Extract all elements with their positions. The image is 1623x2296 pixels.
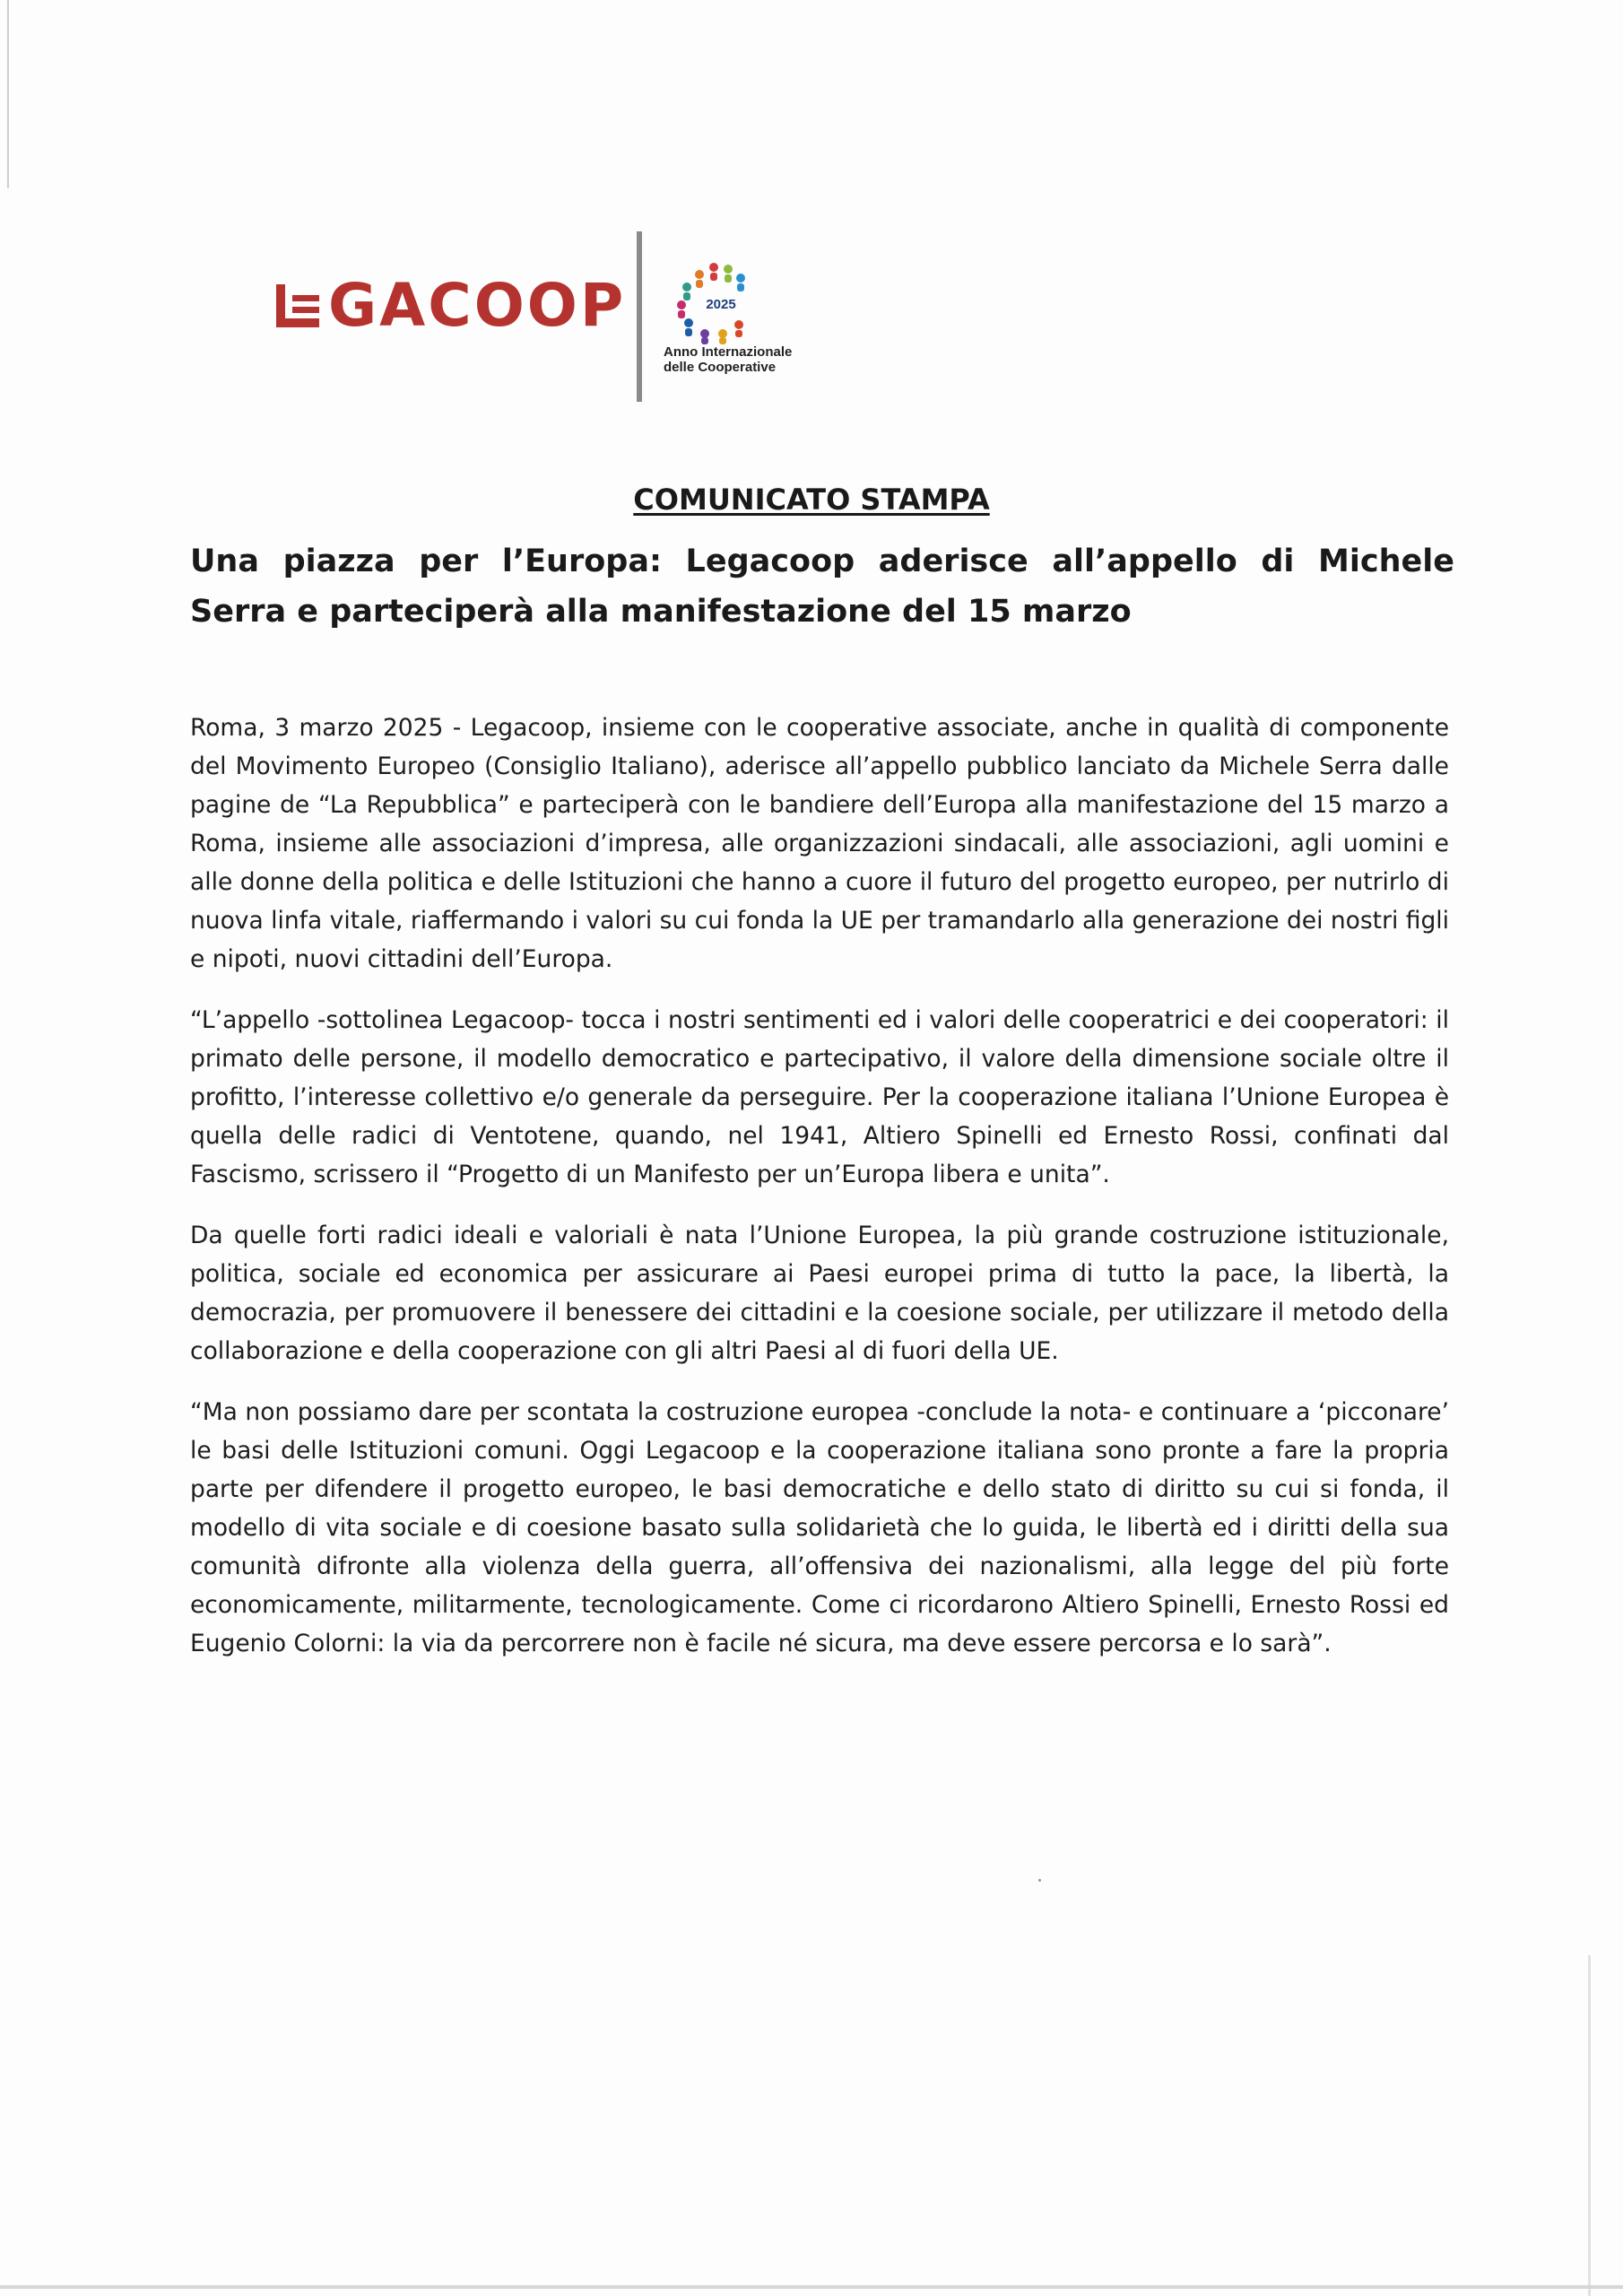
document-body: [190, 709, 1449, 1685]
iyc-2025-logo-icon: [667, 257, 766, 346]
legacoop-logo: [276, 271, 627, 340]
logo-divider: [637, 231, 642, 402]
headline: Una piazza per l’Europa: Legacoop aderisce all’appello di Michele Serra e parteciperà alla manifestazione del 15 marzo: [190, 544, 1454, 630]
letterhead: [276, 231, 832, 411]
scan-edge-bottom: [0, 2285, 1623, 2289]
press-release-label: COMUNICATO STAMPA: [633, 483, 990, 517]
iyc-caption-line1: Anno Internazionale: [664, 344, 793, 360]
paragraph: Da quelle forti radici ideali e valoriali è nata l’Unione Europea, la più grande costruzione istituzionale, politica, sociale ed economica per assicurare ai Paesi europei prima di tutto la pace, la libertà, la democrazia, per promuovere il benessere dei cittadini e la coesione sociale, per utilizzare il metodo della collaborazione e della cooperazione con gli altri Paesi al di fuori della UE.: [190, 1222, 1449, 1365]
iyc-year: 2025: [706, 297, 736, 312]
legacoop-le-mark-icon: [276, 284, 321, 327]
scan-speck: [1038, 1879, 1041, 1882]
iyc-caption-line2: delle Cooperative: [664, 360, 777, 375]
scan-edge-left: [7, 0, 9, 188]
paragraph: “L’appello -sottolinea Legacoop- tocca i nostri sentimenti ed i valori delle cooperatrici e dei cooperatori: il primato delle persone, il modello democratico e partecipativo, il valore della dimensione sociale oltre il profitto, l’interesse collettivo e/o generale da perseguire. Per la cooperazione italiana l’Unione Europea è quella delle radici di Ventotene, quando, nel 1941, Altiero Spinelli ed Ernesto Rossi, confinati dal Fascismo, scrissero il “Progetto di un Manifesto per un’Europa libera e unita”.: [190, 1006, 1449, 1188]
legacoop-logo-text: GACOOP: [328, 271, 627, 340]
paragraph: Roma, 3 marzo 2025 - Legacoop, insieme con le cooperative associate, anche in qualità di componente del Movimento Europeo (Consiglio Italiano), aderisce all’appello pubblico lanciato da Michele Serra dalle pagine de “La Repubblica” e parteciperà con le bandiere dell’Europa alla manifestazione del 15 marzo a Roma, insieme alle associazioni d’impresa, alle organizzazioni sindacali, alle associazioni, agli uomini e alle donne della politica e delle Istituzioni che hanno a cuore il futuro del progetto europeo, per nutrirlo di nuova linfa vitale, riaffermando i valori su cui fonda la UE per tramandarlo alla generazione dei nostri figli e nipoti, nuovi cittadini dell’Europa.: [190, 714, 1449, 973]
iyc-caption: [664, 344, 843, 375]
scan-edge-right: [1588, 1955, 1591, 2296]
paragraph: “Ma non possiamo dare per scontata la costruzione europea -conclude la nota- e continuare a ‘picconare’ le basi delle Istituzioni comuni. Oggi Legacoop e la cooperazione italiana sono pronte a fare la propria parte per difendere il progetto europeo, le basi democratiche e dello stato di diritto su cui si fonda, il modello di vita sociale e di coesione basato sulla solidarietà che lo guida, le libertà ed i diritti della sua comunità difronte alla violenza della guerra, all’offensiva dei nazionalismi, alla legge del più forte economicamente, militarmente, tecnologicamente. Come ci ricordarono Altiero Spinelli, Ernesto Rossi ed Eugenio Colorni: la via da percorrere non è facile né sicura, ma deve essere percorsa e lo sarà”.: [190, 1398, 1449, 1657]
